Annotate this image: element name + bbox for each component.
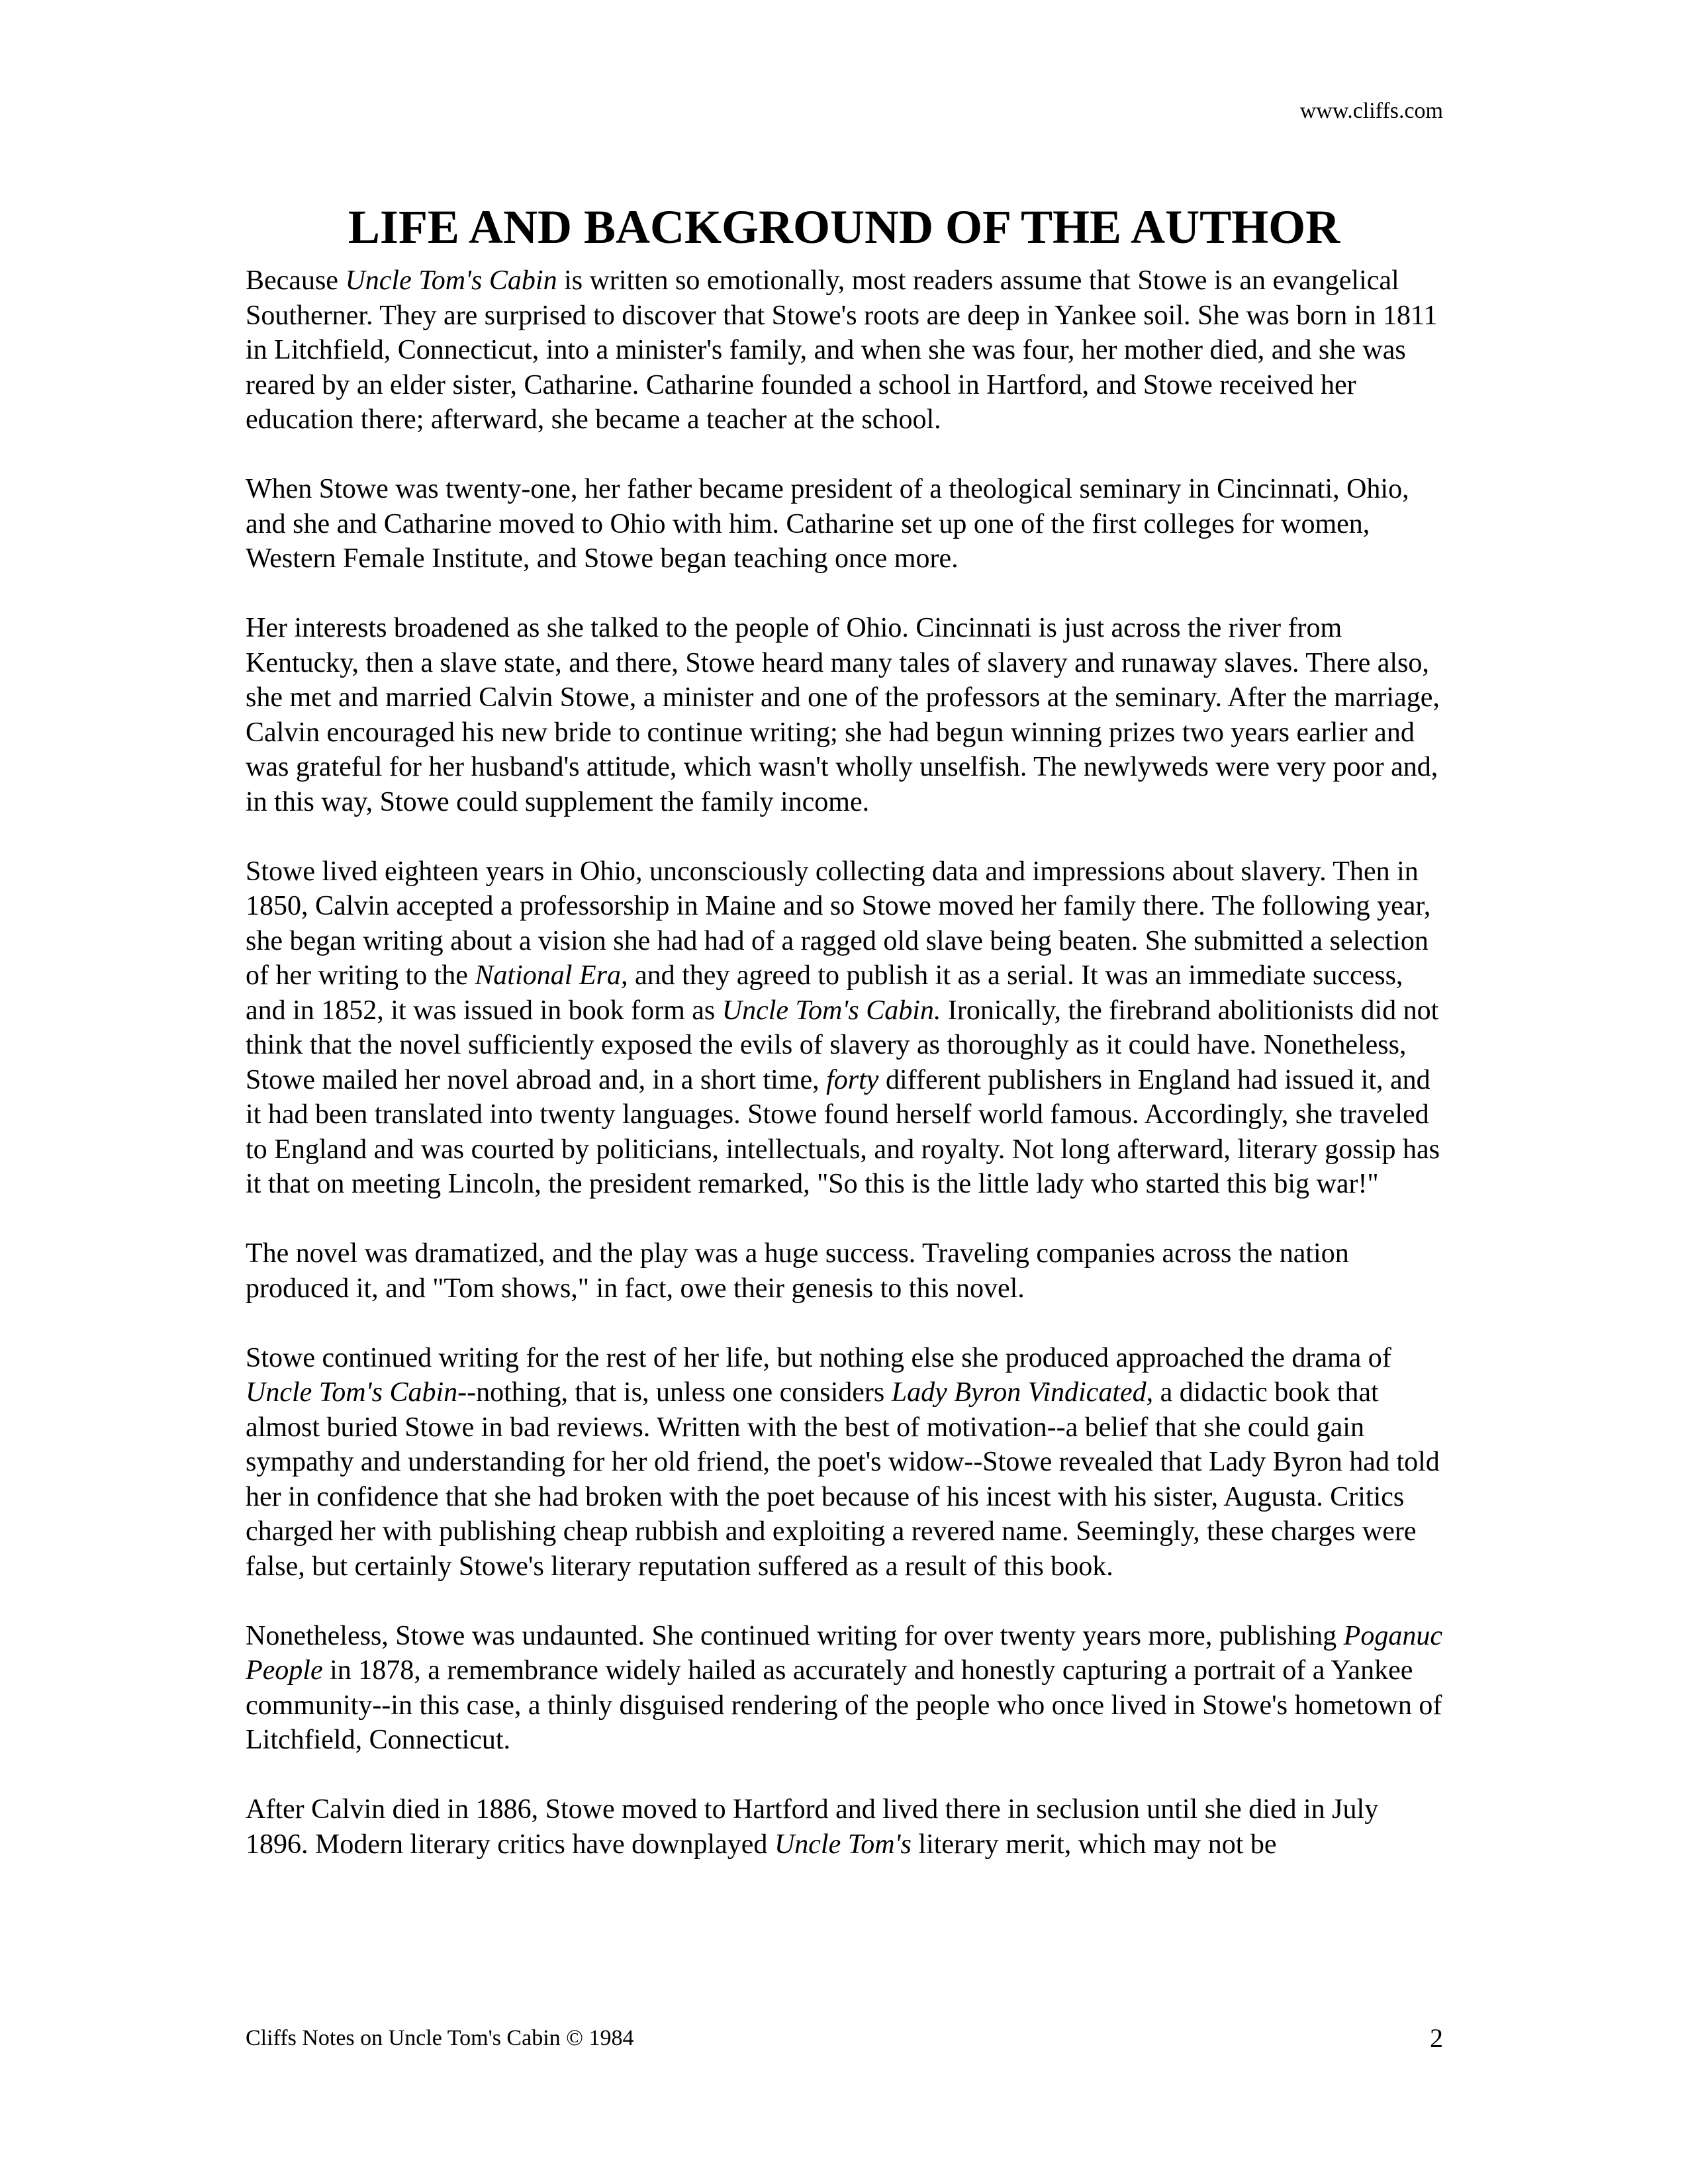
italic-title-text: Lady Byron Vindicated, [891,1377,1154,1408]
header-site-url: www.cliffs.com [1299,99,1443,123]
footer-source: Cliffs Notes on Uncle Tom's Cabin © 1984 [246,2026,634,2050]
body-paragraph [246,263,1444,437]
paragraph-text: a didactic book that almost buried Stowe in bad reviews. Written with the best of motivation--a belief that she could gain sympathy and understanding for her old friend, the poet's widow--Stowe revealed that Lady Byron had told her in confidence that she had broken with the poet because of his incest with his sister, Augusta. Critics charged her with publishing cheap rubbish and exploiting a revered name. Seemingly, these charges were false, but certainly Stowe's literary reputation suffered as a result of this book. [246,1377,1440,1582]
page-number: 2 [1430,2023,1443,2053]
paragraph-text: When Stowe was twenty-one, her father became president of a theological seminary in Cincinnati, Ohio, and she and Catharine moved to Ohio with him. Catharine set up one of the first colleges for women, Western Female Institute, and Stowe began teaching once more. [246,474,1409,574]
paragraph-text: in 1878, a remembrance widely hailed as accurately and honestly capturing a portrait of a Yankee community--in this case, a thinly disguised rendering of the people who once lived in Stowe's hometown of Litchfield, Connecticut. [246,1655,1442,1755]
body-paragraph [246,1792,1444,1862]
italic-title-text: Uncle Tom's [774,1829,912,1860]
italic-title-text: Uncle Tom's Cabin [246,1377,458,1408]
paragraph-text: Nonetheless, Stowe was undaunted. She continued writing for over twenty years more, publishing [246,1620,1344,1651]
paragraph-text: is written so emotionally, most readers assume that Stowe is an evangelical Southerner. They are surprised to discover that Stowe's roots are deep in Yankee soil. She was born in 1811 in Litchfield, Connecticut, into a minister's family, and when she was four, her mother died, and she was reared by an elder sister, Catharine. Catharine founded a school in Hartford, and Stowe received her education there; afterward, she became a teacher at the school. [246,265,1438,435]
article-body [246,263,1444,1862]
paragraph-text: and they agreed to publish it as a serial. It was an immediate success, and in 1852, it was issued in book form as [246,960,1403,1026]
paragraph-text: The novel was dramatized, and the play was a huge success. Traveling companies across the nation produced it, and "Tom shows," in fact, owe their genesis to this novel. [246,1238,1349,1304]
italic-title-text: Uncle Tom's Cabin. [722,995,941,1026]
paragraph-text: Her interests broadened as she talked to the people of Ohio. Cincinnati is just across the river from Kentucky, then a slave state, and there, Stowe heard many tales of slavery and runaway slaves. There also, she met and married Calvin Stowe, a minister and one of the professors at the seminary. After the marriage, Calvin encouraged his new bride to continue writing; she had begun winning prizes two years earlier and was grateful for her husband's attitude, which wasn't wholly unselfish. The newlyweds were very poor and, in this way, Stowe could supplement the family income. [246,613,1440,817]
paragraph-text: literary merit, which may not be [911,1829,1277,1860]
italic-title-text: National Era, [475,960,628,991]
page-title: LIFE AND BACKGROUND OF THE AUTHOR [348,201,1340,253]
paragraph-text: After Calvin died in 1886, Stowe moved to Hartford and lived there in seclusion until she died in July 1896. Modern literary critics have downplayed [246,1794,1379,1860]
paragraph-text: --nothing, that is, unless one considers [457,1377,892,1408]
paragraph-text: Because [246,265,346,296]
body-paragraph [246,854,1444,1202]
paragraph-text: Ironically, the firebrand abolitionists did not think that the novel sufficiently exposed the evils of slavery as thoroughly as it could have. Nonetheless, Stowe mailed her novel abroad and, in a short time, [246,995,1439,1095]
body-paragraph [246,1341,1444,1584]
italic-title-text: Poganuc People [246,1620,1442,1686]
body-paragraph [246,611,1444,819]
italic-title-text: Uncle Tom's Cabin [345,265,557,296]
body-paragraph [246,1619,1444,1758]
paragraph-text: different publishers in England had issued it, and it had been translated into twenty languages. Stowe found herself world famous. Accordingly, she traveled to England and was courted by politicians, intellectuals, and royalty. Not long afterward, literary gossip has it that on meeting Lincoln, the president remarked, "So this is the little lady who started this big war!" [246,1064,1440,1199]
italic-title-text: forty [826,1064,879,1095]
paragraph-text: Stowe continued writing for the rest of her life, but nothing else she produced approached the drama of [246,1342,1391,1373]
paragraph-text: Stowe lived eighteen years in Ohio, unconsciously collecting data and impressions about slavery. Then in 1850, Calvin accepted a professorship in Maine and so Stowe moved her family there. The following year, she began writing about a vision she had had of a ragged old slave being beaten. She submitted a selection of her writing to the [246,856,1431,991]
body-paragraph [246,1236,1444,1306]
body-paragraph [246,472,1444,576]
